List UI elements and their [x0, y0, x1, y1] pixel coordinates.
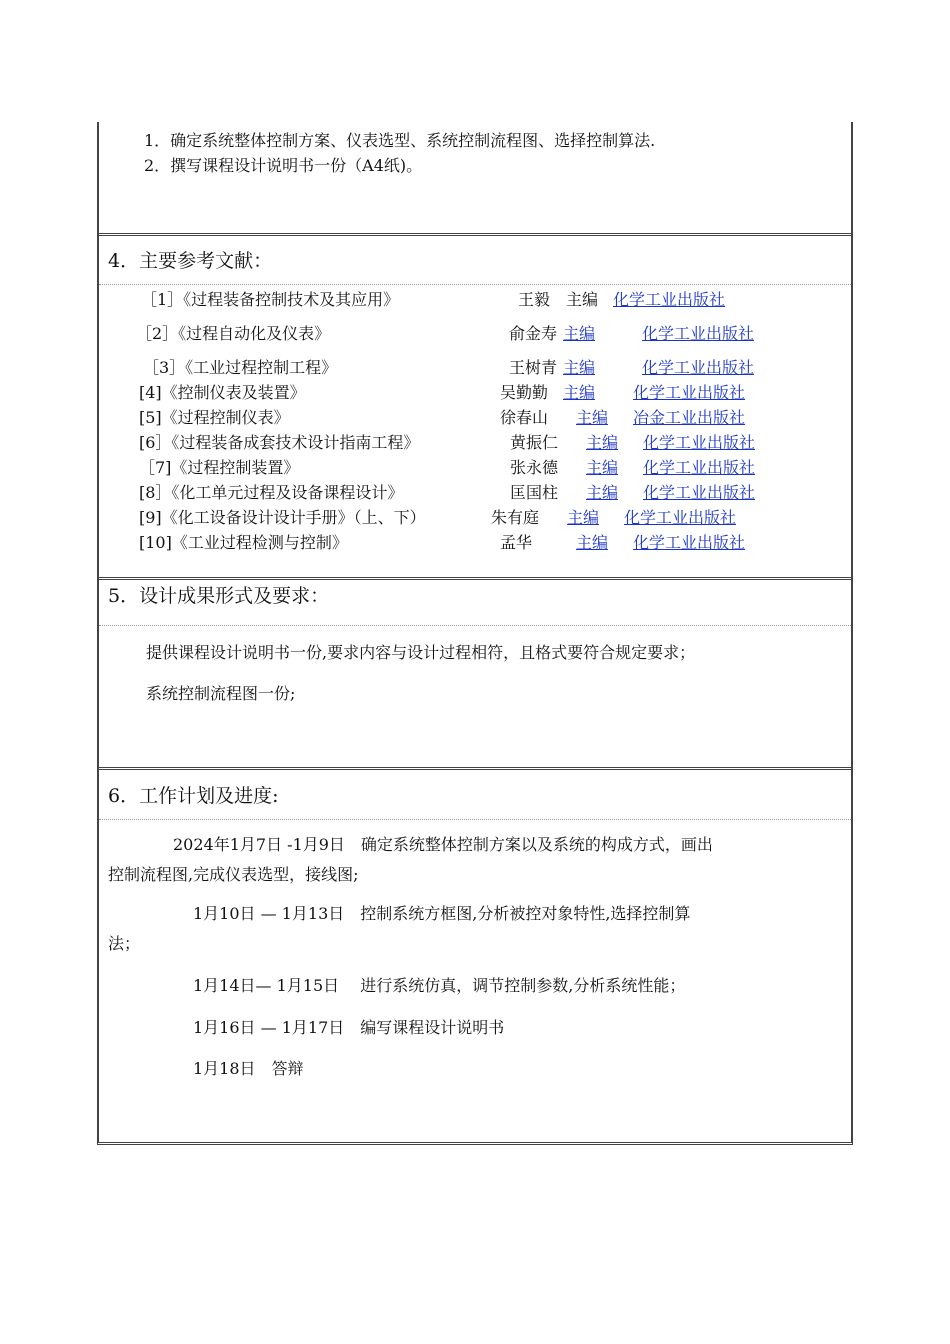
publisher-link[interactable]: 化学工业出版社: [633, 383, 746, 402]
publisher-link[interactable]: 化学工业出版社: [642, 358, 755, 377]
publisher-link[interactable]: 化学工业出版社: [643, 458, 756, 477]
plan-item-4: 1月16日 — 1月17日 编写课程设计说明书: [193, 1018, 505, 1037]
results-line-2: 系统控制流程图一份;: [146, 684, 296, 703]
publisher-link[interactable]: 化学工业出版社: [642, 324, 755, 343]
publisher-link[interactable]: 化学工业出版社: [643, 483, 756, 502]
publisher-link[interactable]: 化学工业出版社: [633, 533, 746, 552]
task-item-1: 1．确定系统整体控制方案、仪表选型、系统控制流程图、选择控制算法.: [144, 131, 656, 150]
results-line-1: 提供课程设计说明书一份,要求内容与设计过程相符，且格式要符合规定要求；: [146, 643, 696, 662]
references-heading: 4．主要参考文献：: [99, 236, 851, 285]
tasks-block: [99, 122, 851, 236]
plan-item-1-line-1: 2024年1月7日 -1月9日 确定系统整体控制方案以及系统的构成方式，画出: [173, 835, 713, 854]
plan-item-2-line-2: 法；: [108, 934, 141, 953]
publisher-link[interactable]: 化学工业出版社: [643, 433, 756, 452]
publisher-link[interactable]: 冶金工业出版社: [633, 408, 746, 427]
plan-item-3: 1月14日— 1月15日 进行系统仿真，调节控制参数,分析系统性能；: [193, 976, 686, 995]
references-block: 4．主要参考文献： ［1］《过程装备控制技术及其应用》 王毅 主编 化学工业出版社 ［2］《过程自动化及仪表》 俞金寿 主编 化学工业出版社 ［3］《工业过程控制工程》 王树青 主编 化学工业出版社 [4]《控制仪表及装置》 吴勤勤 主编 化学工业出版社 [5]《过程控制仪表》 徐春山 主编 冶金工业出版社 [6］《过程装备成套技术设计指南工程》 黄振仁 主编 化学工业出版社 ［7]《过程控制装置》 张永德 主编 化学工业出版社 [8］《化工单元过程及设备课程设计》 匡国柱 主编 化学工业出版社 [9]《化工设备设计设计手册》（上、下） 朱有庭 主编 化学工业出版社 [10]《工业过程检测与控制》 孟华 主编 化学工业出版社: [99, 236, 851, 580]
publisher-link[interactable]: 化学工业出版社: [624, 508, 737, 527]
plan-item-1-line-2: 控制流程图,完成仪表选型，接线图;: [108, 865, 359, 884]
task-form-table: [97, 122, 853, 1145]
plan-item-2-line-1: 1月10日 — 1月13日 控制系统方框图,分析被控对象特性,选择控制算: [193, 904, 691, 923]
results-block: [99, 580, 851, 770]
plan-block: [99, 770, 851, 1142]
publisher-link[interactable]: 化学工业出版社: [613, 290, 726, 309]
task-item-2: 2．撰写课程设计说明书一份（A4纸)。: [144, 156, 423, 175]
plan-item-5: 1月18日 答辩: [193, 1059, 304, 1078]
results-heading: 5．设计成果形式及要求：: [99, 580, 851, 626]
plan-heading: 6．工作计划及进度:: [99, 770, 851, 820]
